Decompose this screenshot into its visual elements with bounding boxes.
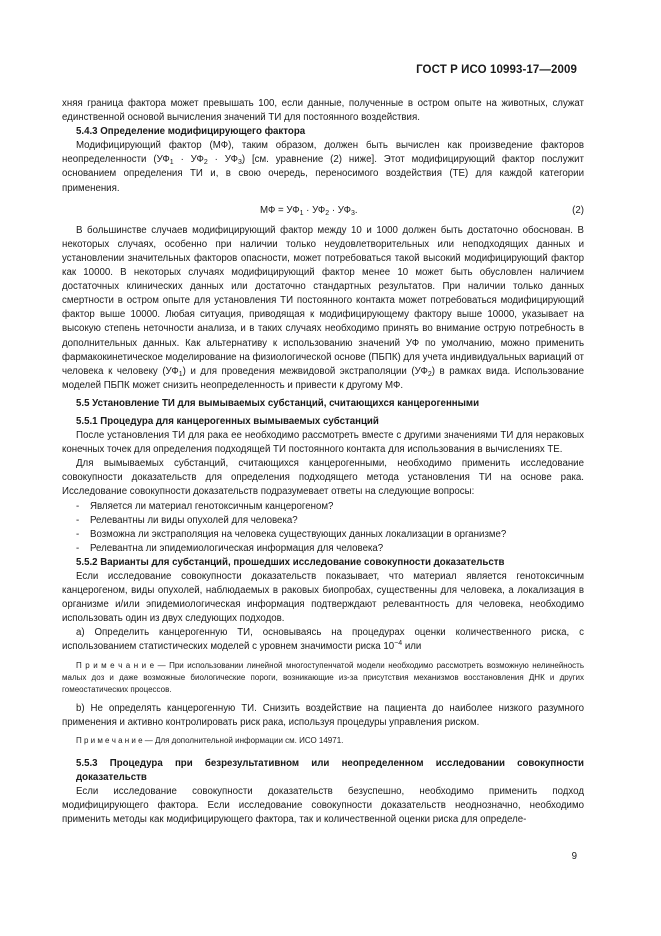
- paragraph-factor-range: В большинстве случаев модифицирующий фактор между 10 и 1000 должен быть достаточно обоснован. В некоторых случаях, особенно при наличии только неудовлетворительных или неподходящих данных и установлении значительных факторов опасности, может потребоваться такой высокий модифицирующий фактор как 10000. В некоторых случаях модифицирующий фактор менее 10 может быть обусловлен наличием достаточных клинических данных или достаточно стандартных результатов. При наличии только данных смертности в остром опыте для установления ТИ постоянного контакта может потребоваться модифицирующий фактор выше 10000. Любая ситуация, приводящая к модифицирующему фактору выше 10000, указывает на высокую степень неточности анализа, и в таких случаях необходимо принять во внимание острую потребность в дополнительных данных. Как альтернативу к использованию значений УФ по умолчанию, можно применить фармакокинетическое моделирование на физиологической основе (ПБПК) для учета индивидуальных вариаций от человека к человеку $(УФ_1)$ и для проведения межвидовой экстраполяции $(УФ_2)$ в рамках вида. Использование моделей ПБПК может снизить неопределенность и привести к другому МФ.: [62, 224, 585, 391]
- paragraph-weight-of-evidence: Для вымываемых субстанций, считающихся канцерогенными, необходимо применить исследование совокупности доказательств для определения подходящего метода установления ТИ на основе рака. Исследование совокупности доказательств подразумевает ответы на следующие вопросы:: [62, 458, 584, 498]
- section-heading-5-5-1: 5.5.1 Процедура для канцерогенных вымываемых субстанций: [76, 415, 379, 427]
- equation-2: [62, 204, 584, 218]
- document-header: ГОСТ Р ИСО 10993-17—2009: [416, 64, 577, 76]
- document-body: [62, 97, 584, 827]
- paragraph-after-cancer-ti: После установления ТИ для рака ее необходимо рассмотреть вместе с другими значениями ТИ для нераковых конечных точек для определения подходящей ТИ постоянного контакта для использования в вычислениях ТЕ.: [62, 430, 584, 456]
- list-item: - Релевантны ли виды опухолей для человека?: [76, 514, 298, 526]
- option-a: a) Определить канцерогенную ТИ, основываясь на процедурах оценки количественного риска, с использованием статистических моделей с уровнем значимости риска $10^{-4}$ или: [62, 627, 584, 653]
- page-number: 9: [571, 851, 577, 862]
- equation-number: (2): [572, 204, 584, 216]
- option-b: b) Не определять канцерогенную ТИ. Снизить воздействие на пациента до наиболее низкого разумного применения и активно контролировать риск рака, используя процедуры управления риском.: [62, 702, 584, 728]
- list-item: - Возможна ли экстраполяция на человека существующих данных локализации в организме?: [76, 528, 507, 540]
- list-item: - Релевантна ли эпидемиологическая информация для человека?: [76, 542, 384, 554]
- note-2: П р и м е ч а н и е — Для дополнительной информации см. ИСО 14971.: [76, 735, 344, 745]
- section-heading-5-5-2: 5.5.2 Варианты для субстанций, прошедших исследование совокупности доказательств: [76, 556, 505, 568]
- note-1: П р и м е ч а н и е — При использовании линейной многоступенчатой модели необходимо рассмотреть возможную нелинейность малых доз и даже возможные биологические пороги, возникающие из-за присутствия механизмов восстановления ДНК и других гомеостатических процессов.: [62, 660, 584, 694]
- section-heading-5-4-3: 5.4.3 Определение модифицирующего фактора: [76, 126, 306, 138]
- list-item: - Является ли материал генотоксичным канцерогеном?: [76, 500, 334, 512]
- section-heading-5-5-3: 5.5.3 Процедура при безрезультативном или неопределенном исследовании совокупности доказательств: [76, 757, 584, 783]
- paragraph-genotoxic: Если исследование совокупности доказательств показывает, что материал является генотоксичным канцерогеном, виды опухолей, наблюдаемых в раковых биопробах, существенны для человека, а локализация в организме и/или эпидемиологическая информация подтверждают релевантность для человека, необходимо использовать один из двух следующих подходов.: [62, 571, 584, 625]
- paragraph-inconclusive: Если исследование совокупности доказательств безуспешно, необходимо применить подход модифицирующего фактора. Если исследование совокупности доказательств неоднозначно, необходимо применить методы как модифицирующего фактора, так и количественной оценки риска для определе-: [62, 785, 584, 826]
- section-heading-5-5: 5.5 Установление ТИ для вымываемых субстанций, считающихся канцерогенными: [76, 397, 480, 409]
- paragraph-continuation: хняя граница фактора может превышать 100, если данные, полученные в остром опыте на животных, служат единственной основой вычисления значений ТИ для постоянного воздействия.: [62, 98, 584, 124]
- equation-expression: МФ = $УФ_1 \cdot УФ_2 \cdot УФ_3$.: [260, 204, 358, 217]
- paragraph-modifying-factor: Модифицирующий фактор (МФ), таким образом, должен быть вычислен как произведение факторов неопределенности $(УФ_1 \cdot УФ_2 \cdot УФ_3)$ [см. уравнение (2) ниже]. Этот модифицирующий фактор послужит основанием определения ТИ и, в свою очередь, переносимого воздействия (ТЕ) для каждой категории применения.: [62, 140, 584, 194]
- question-list: [62, 500, 584, 556]
